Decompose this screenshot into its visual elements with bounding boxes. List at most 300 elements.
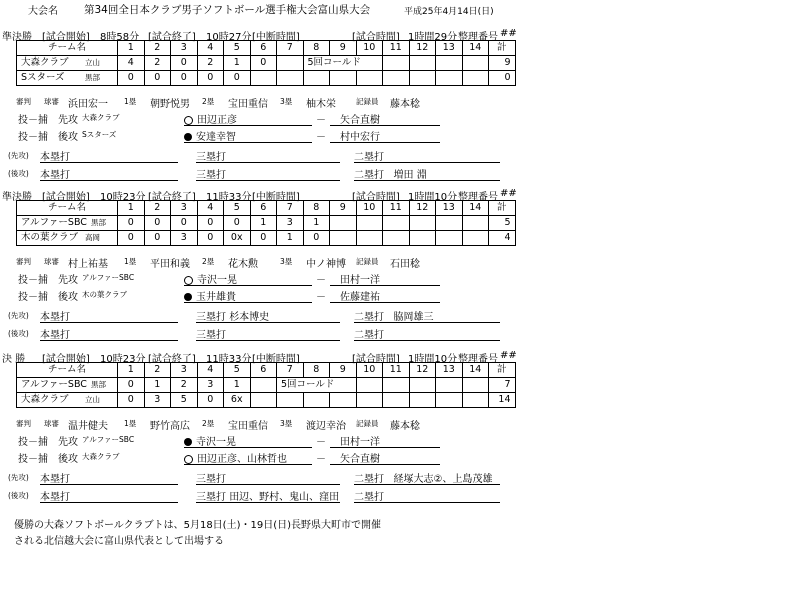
batting-side: 後攻: [58, 132, 78, 143]
team-name: 大森クラブ: [21, 57, 69, 68]
inning-header: 12: [409, 41, 436, 56]
team-header: チーム名: [17, 363, 118, 378]
inning-score: 0: [144, 71, 171, 86]
third-base-label: 3塁: [280, 97, 293, 106]
battery-label: 投－捕: [18, 275, 48, 286]
team-row: [17, 216, 516, 231]
inning-score: [383, 378, 410, 393]
meet-date: 平成25年4月14日(日): [404, 7, 494, 17]
batting-side: 先攻: [58, 115, 78, 126]
inning-score: [356, 216, 383, 231]
chief-label: 球審: [44, 419, 59, 428]
inning-score: [330, 216, 357, 231]
dash-separator: －: [316, 292, 326, 303]
inning-score: [277, 71, 304, 86]
team-name: 大森クラブ: [21, 394, 69, 405]
inning-header: 13: [436, 201, 463, 216]
end-time: 11時33分: [206, 354, 252, 365]
inning-header: 3: [171, 41, 198, 56]
triple-players: 田辺、野村、鬼山、窪田: [229, 492, 340, 503]
pitcher-field: [184, 433, 312, 448]
inning-score: [436, 378, 463, 393]
inning-header: 2: [144, 201, 171, 216]
catcher-field: [330, 288, 440, 303]
round-label: 準決勝: [2, 192, 32, 203]
team-name: アルファーSBC: [21, 217, 87, 228]
inning-header: 13: [436, 41, 463, 56]
recorder-label: 記録員: [356, 419, 379, 428]
round-label: 準決勝: [2, 32, 32, 43]
double-label: 二塁打: [354, 152, 384, 163]
triple-label: 三塁打: [196, 492, 226, 503]
inning-score: [383, 393, 410, 408]
inning-score: 3: [277, 216, 304, 231]
pitcher-name: 寺沢一晃: [196, 437, 236, 448]
number-label: 整理番号: [458, 32, 498, 43]
pitcher-name: 寺沢一晃: [197, 275, 237, 286]
pitcher-field: [184, 111, 312, 126]
inning-score: [436, 56, 463, 71]
inning-header: 1: [118, 41, 145, 56]
duration: 1時間10分: [408, 354, 458, 365]
open-circle-icon: [184, 276, 193, 285]
filled-circle-icon: [184, 133, 192, 141]
inning-score: [409, 378, 436, 393]
triple-label: 三塁打: [196, 330, 226, 341]
inning-header: 7: [277, 201, 304, 216]
homerun-label: 本塁打: [40, 474, 70, 485]
battery-team: 大森クラブ: [82, 452, 120, 461]
catcher-name: 田村一洋: [340, 437, 380, 448]
start-label: [試合開始]: [42, 192, 90, 203]
duration-label: [試合時間]: [352, 192, 400, 203]
total-score: 4: [489, 231, 516, 246]
homerun-field: [40, 166, 178, 181]
inning-score: [356, 231, 383, 246]
total-score: 7: [489, 378, 516, 393]
inning-score: 0: [224, 71, 251, 86]
double-field: [354, 326, 500, 341]
dash-separator: －: [316, 454, 326, 465]
team-cell: [17, 378, 118, 393]
first-base-umpire: 平田和義: [150, 259, 190, 270]
inning-score: 0: [118, 378, 145, 393]
triple-players: 杉本博史: [229, 312, 270, 323]
attack-label: (先攻): [8, 151, 29, 160]
third-base-label: 3塁: [280, 419, 293, 428]
inning-score: 0: [171, 56, 198, 71]
team-name: アルファーSBC: [21, 379, 87, 390]
inning-score: [436, 216, 463, 231]
team-location: 黒部: [90, 380, 106, 389]
catcher-name: 矢合直樹: [340, 115, 380, 126]
inning-header: 5: [224, 201, 251, 216]
start-label: [試合開始]: [42, 354, 90, 365]
triple-field: [196, 470, 340, 485]
second-base-label: 2塁: [202, 257, 215, 266]
score-header-row: [17, 363, 516, 378]
inning-header: 11: [383, 363, 410, 378]
inning-score: 0: [197, 216, 224, 231]
triple-label: 三塁打: [196, 170, 226, 181]
inning-score: 1: [277, 231, 304, 246]
pitcher-field: [184, 128, 312, 143]
inning-header: 10: [356, 201, 383, 216]
inning-score: 3: [144, 393, 171, 408]
inning-score: [250, 378, 277, 393]
homerun-label: 本塁打: [40, 492, 70, 503]
homerun-field: [40, 308, 178, 323]
team-name: Sスターズ: [21, 72, 65, 83]
triple-field: [196, 488, 340, 503]
inning-score: [356, 378, 383, 393]
inning-score: [462, 393, 489, 408]
inning-header: 6: [250, 363, 277, 378]
double-field: [354, 166, 500, 181]
score-header-row: [17, 41, 516, 56]
inning-score: 3: [197, 378, 224, 393]
inning-score: [462, 56, 489, 71]
meet-label: 大会名: [28, 6, 58, 17]
inning-header: 3: [171, 201, 198, 216]
inning-header: 計: [489, 201, 516, 216]
inning-score: 0: [171, 71, 198, 86]
catcher-name: 矢合直樹: [340, 454, 380, 465]
first-base-label: 1塁: [124, 257, 137, 266]
inning-header: 8: [303, 363, 330, 378]
third-base-label: 3塁: [280, 257, 293, 266]
umpire-label: 審判: [16, 419, 31, 428]
pitcher-field: [184, 271, 312, 286]
number-label: 整理番号: [458, 354, 498, 365]
inning-score: 1: [224, 378, 251, 393]
inning-score: [277, 393, 304, 408]
inning-header: 9: [330, 41, 357, 56]
inning-score: 0: [118, 216, 145, 231]
homerun-field: [40, 326, 178, 341]
homerun-label: 本塁打: [40, 152, 70, 163]
total-score: 14: [489, 393, 516, 408]
team-cell: [17, 393, 118, 408]
inning-score: [356, 71, 383, 86]
team-location: 立山: [85, 395, 100, 404]
inning-score: [250, 393, 277, 408]
first-base-label: 1塁: [124, 97, 137, 106]
recorder-label: 記録員: [356, 97, 379, 106]
score-header-row: [17, 201, 516, 216]
chief-umpire: 村上祐基: [68, 259, 108, 270]
start-time: 10時23分: [100, 192, 146, 203]
open-circle-icon: [184, 455, 193, 464]
catcher-name: 田村一洋: [340, 275, 380, 286]
inning-score: 0: [197, 393, 224, 408]
triple-field: [196, 166, 340, 181]
inning-score: 1: [250, 216, 277, 231]
inning-header: 2: [144, 363, 171, 378]
inning-score: 0: [144, 216, 171, 231]
inning-score: 4: [118, 56, 145, 71]
called-game-note: 5回コールド: [303, 56, 383, 71]
team-cell: [17, 216, 118, 231]
inning-header: 8: [303, 41, 330, 56]
attack-label: (後攻): [8, 169, 29, 178]
inning-score: 0: [171, 216, 198, 231]
team-row: [17, 71, 516, 86]
team-location: 高岡: [85, 233, 100, 242]
inning-score: 0: [197, 71, 224, 86]
inning-score: [462, 71, 489, 86]
inning-header: 9: [330, 201, 357, 216]
attack-label: (先攻): [8, 473, 29, 482]
inning-header: 11: [383, 201, 410, 216]
called-game-note: 5回コールド: [277, 378, 357, 393]
pitcher-name: 田辺正彦: [197, 115, 237, 126]
double-label: 二塁打: [354, 330, 384, 341]
homerun-field: [40, 488, 178, 503]
break-label: [中断時間]: [252, 354, 300, 365]
break-label: [中断時間]: [252, 192, 300, 203]
number-value: ##: [500, 350, 517, 361]
inning-score: [409, 71, 436, 86]
dash-separator: －: [316, 275, 326, 286]
inning-score: [409, 216, 436, 231]
duration: 1時間29分: [408, 32, 458, 43]
triple-label: 三塁打: [196, 474, 226, 485]
number-value: ##: [500, 188, 517, 199]
triple-field: [196, 326, 340, 341]
inning-header: 5: [224, 41, 251, 56]
inning-header: 7: [277, 363, 304, 378]
inning-header: 1: [118, 201, 145, 216]
inning-score: 2: [171, 378, 198, 393]
double-label: 二塁打: [354, 312, 384, 323]
inning-score: 0: [250, 231, 277, 246]
inning-score: [409, 231, 436, 246]
battery-team: Sスターズ: [82, 130, 117, 139]
team-cell: [17, 56, 118, 71]
pitcher-name: 安達幸智: [196, 132, 236, 143]
start-time: 10時23分: [100, 354, 146, 365]
inning-header: 3: [171, 363, 198, 378]
inning-score: 1: [224, 56, 251, 71]
battery-team: アルファーSBC: [82, 273, 135, 282]
inning-header: 4: [197, 363, 224, 378]
batting-side: 先攻: [58, 437, 78, 448]
round-label: 決 勝: [2, 354, 26, 365]
inning-score: 3: [171, 231, 198, 246]
break-label: [中断時間]: [252, 32, 300, 43]
meet-title: 第34回全日本クラブ男子ソフトボール選手権大会富山県大会: [84, 4, 371, 16]
end-label: [試合終了]: [148, 32, 196, 43]
umpire-label: 審判: [16, 97, 31, 106]
inning-score: [330, 393, 357, 408]
team-cell: [17, 71, 118, 86]
team-row: [17, 56, 516, 71]
inning-score: [462, 378, 489, 393]
score-table: [16, 40, 516, 86]
duration-label: [試合時間]: [352, 32, 400, 43]
homerun-field: [40, 148, 178, 163]
filled-circle-icon: [184, 293, 192, 301]
inning-header: 7: [277, 41, 304, 56]
footer-line-1: 優勝の大森ソフトボールクラブトは、5月18日(土)・19日(日)長野県大町市で開催: [14, 520, 382, 531]
catcher-field: [330, 128, 440, 143]
catcher-name: 佐藤建祐: [340, 292, 380, 303]
double-players: 経塚大志②、上島茂雄: [393, 474, 493, 485]
inning-header: 1: [118, 363, 145, 378]
double-players: 脇岡雄三: [393, 312, 434, 323]
inning-header: 10: [356, 363, 383, 378]
inning-score: [250, 71, 277, 86]
inning-score: 0: [250, 56, 277, 71]
inning-header: 4: [197, 201, 224, 216]
team-row: [17, 231, 516, 246]
inning-score: 0: [118, 71, 145, 86]
total-score: 9: [489, 56, 516, 71]
inning-header: 10: [356, 41, 383, 56]
catcher-field: [330, 271, 440, 286]
double-label: 二塁打: [354, 474, 384, 485]
inning-score: [330, 231, 357, 246]
recorder: 藤本稔: [390, 421, 420, 432]
catcher-field: [330, 433, 440, 448]
dash-separator: －: [316, 132, 326, 143]
end-time: 10時27分: [206, 32, 252, 43]
homerun-label: 本塁打: [40, 170, 70, 181]
attack-label: (後攻): [8, 329, 29, 338]
team-cell: [17, 231, 118, 246]
double-players: 増田 淵: [393, 170, 427, 181]
inning-score: 0: [303, 231, 330, 246]
inning-score: [303, 71, 330, 86]
batting-side: 後攻: [58, 454, 78, 465]
battery-label: 投－捕: [18, 132, 48, 143]
number-label: 整理番号: [458, 192, 498, 203]
open-circle-icon: [184, 116, 193, 125]
inning-score: 1: [303, 216, 330, 231]
third-base-umpire: 柚木栄: [306, 99, 336, 110]
batting-side: 先攻: [58, 275, 78, 286]
inning-score: 6x: [224, 393, 251, 408]
battery-label: 投－捕: [18, 437, 48, 448]
total-score: 0: [489, 71, 516, 86]
catcher-name: 村中宏行: [340, 132, 380, 143]
inning-header: 14: [462, 41, 489, 56]
start-label: [試合開始]: [42, 32, 90, 43]
inning-score: [436, 231, 463, 246]
inning-header: 14: [462, 363, 489, 378]
dash-separator: －: [316, 115, 326, 126]
pitcher-name: 玉井雄貴: [196, 292, 236, 303]
first-base-umpire: 野竹高広: [150, 421, 190, 432]
double-label: 二塁打: [354, 492, 384, 503]
second-base-label: 2塁: [202, 97, 215, 106]
inning-score: [383, 56, 410, 71]
inning-score: [462, 216, 489, 231]
second-base-umpire: 宝田重信: [228, 421, 268, 432]
team-row: [17, 378, 516, 393]
inning-score: [462, 231, 489, 246]
inning-score: [409, 56, 436, 71]
end-label: [試合終了]: [148, 192, 196, 203]
team-row: [17, 393, 516, 408]
pitcher-field: [184, 450, 312, 465]
inning-score: 1: [144, 378, 171, 393]
double-label: 二塁打: [354, 170, 384, 181]
inning-header: 計: [489, 363, 516, 378]
double-field: [354, 148, 500, 163]
pitcher-field: [184, 288, 312, 303]
inning-score: [330, 71, 357, 86]
start-time: 8時58分: [100, 32, 140, 43]
footer-line-2: される北信越大会に富山県代表として出場する: [14, 536, 224, 547]
triple-label: 三塁打: [196, 312, 226, 323]
end-label: [試合終了]: [148, 354, 196, 365]
inning-header: 6: [250, 201, 277, 216]
double-field: [354, 470, 500, 485]
umpire-label: 審判: [16, 257, 31, 266]
team-name: 木の葉クラブ: [21, 232, 79, 243]
inning-score: 0: [224, 216, 251, 231]
battery-team: アルファーSBC: [82, 435, 135, 444]
inning-score: [383, 231, 410, 246]
inning-score: [383, 216, 410, 231]
inning-score: 2: [197, 56, 224, 71]
triple-field: [196, 148, 340, 163]
second-base-label: 2塁: [202, 419, 215, 428]
inning-score: [436, 71, 463, 86]
battery-label: 投－捕: [18, 292, 48, 303]
inning-score: 0: [118, 393, 145, 408]
catcher-field: [330, 111, 440, 126]
inning-header: 8: [303, 201, 330, 216]
inning-header: 4: [197, 41, 224, 56]
homerun-label: 本塁打: [40, 312, 70, 323]
inning-header: 6: [250, 41, 277, 56]
team-location: 黒部: [85, 73, 100, 82]
duration: 1時間10分: [408, 192, 458, 203]
catcher-field: [330, 450, 440, 465]
battery-label: 投－捕: [18, 454, 48, 465]
inning-header: 14: [462, 201, 489, 216]
battery-label: 投－捕: [18, 115, 48, 126]
team-location: 黒部: [90, 218, 106, 227]
third-base-umpire: 渡辺幸治: [306, 421, 346, 432]
inning-score: 2: [144, 56, 171, 71]
inning-score: 5: [171, 393, 198, 408]
third-base-umpire: 中ノ神博: [306, 259, 346, 270]
battery-team: 木の葉クラブ: [82, 290, 127, 299]
triple-label: 三塁打: [196, 152, 226, 163]
team-header: チーム名: [17, 201, 118, 216]
recorder: 石田稔: [390, 259, 420, 270]
recorder: 藤本稔: [390, 99, 420, 110]
filled-circle-icon: [184, 438, 192, 446]
recorder-label: 記録員: [356, 257, 379, 266]
inning-header: 5: [224, 363, 251, 378]
first-base-umpire: 朝野悦男: [150, 99, 190, 110]
double-field: [354, 308, 500, 323]
chief-label: 球審: [44, 257, 59, 266]
inning-score: [303, 393, 330, 408]
double-field: [354, 488, 500, 503]
inning-header: 12: [409, 201, 436, 216]
first-base-label: 1塁: [124, 419, 137, 428]
pitcher-name: 田辺正彦、山林哲也: [197, 454, 287, 465]
chief-umpire: 浜田宏一: [68, 99, 108, 110]
team-header: チーム名: [17, 41, 118, 56]
inning-header: 9: [330, 363, 357, 378]
